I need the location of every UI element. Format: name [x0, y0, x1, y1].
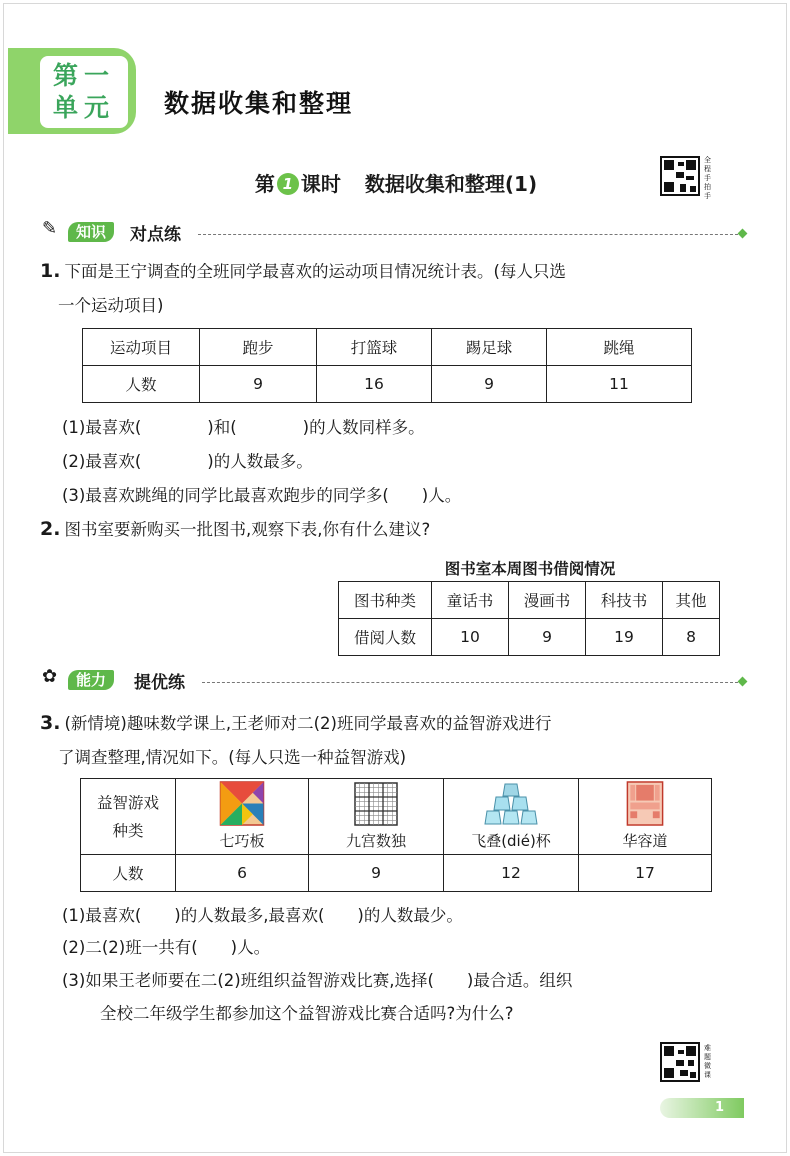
lesson-prefix: 第 [254, 172, 275, 196]
library-table-caption: 图书室本周图书借阅情况 [444, 560, 616, 578]
table-row [83, 329, 692, 366]
qr-caption-top: 全程手拍手 [704, 156, 711, 200]
table-row [81, 855, 712, 892]
qr-code-icon[interactable] [660, 1042, 700, 1082]
q3-sub-1: (1)最喜欢( )的人数最多,最喜欢( )的人数最少。 [62, 906, 463, 925]
table-cell: 科技书 [586, 582, 663, 619]
section-pill: 能力 [68, 670, 114, 690]
section-pill: 知识 [68, 222, 114, 242]
table-cell: 漫画书 [509, 582, 586, 619]
table-cell: 人数 [83, 366, 200, 403]
game-name: 华容道 [622, 831, 668, 850]
q1-sub-3: (3)最喜欢跳绳的同学比最喜欢跑步的同学多( )人。 [62, 486, 462, 505]
section-end-dot [738, 677, 748, 687]
lesson-suffix: 课时 [300, 172, 341, 196]
question-3 [40, 708, 726, 739]
lesson-number-badge: 1 [277, 173, 299, 195]
head-line-1: 益智游戏 [96, 793, 159, 812]
table-cell: 跑步 [200, 329, 317, 366]
lesson-name: 数据收集和整理(1) [364, 172, 538, 196]
table-cell: 9 [432, 366, 547, 403]
question-number: 3. [40, 712, 61, 734]
table-cell: 借阅人数 [339, 619, 432, 656]
table-cell: 17 [579, 855, 712, 892]
pencil-book-icon: ✎ [42, 218, 58, 239]
question-3-continued: 了调查整理,情况如下。(每人只选一种益智游戏) [58, 748, 407, 767]
game-name: 七巧板 [219, 831, 265, 850]
table-cell: 9 [200, 366, 317, 403]
table-cell: 其他 [663, 582, 720, 619]
q3-sub-2: (2)二(2)班一共有( )人。 [62, 938, 271, 957]
table-cell: 19 [586, 619, 663, 656]
qr-caption-bottom: 难题微课 [704, 1044, 711, 1079]
puzzle-table [80, 778, 712, 892]
section-divider [202, 682, 738, 683]
table-cell: 10 [432, 619, 509, 656]
unit-title: 数据收集和整理 [164, 89, 354, 118]
table-cell [81, 779, 176, 855]
question-number: 2. [40, 518, 61, 540]
unit-label-line2: 单元 [52, 93, 115, 122]
huarong-road-icon [626, 781, 664, 826]
table-cell: 8 [663, 619, 720, 656]
workbook-page [3, 3, 787, 1153]
question-2 [40, 514, 726, 545]
table-cell: 跳绳 [547, 329, 692, 366]
flower-icon: ✿ [42, 666, 58, 687]
table-cell: 打篮球 [317, 329, 432, 366]
section-label: 提优练 [134, 673, 185, 693]
table-row [339, 619, 720, 656]
table-cell: 童话书 [432, 582, 509, 619]
q1-sub-1: (1)最喜欢( )和( )的人数同样多。 [62, 418, 425, 437]
table-cell: 9 [509, 619, 586, 656]
stacked-cups-icon [481, 782, 541, 826]
section-ability-header [38, 668, 746, 694]
table-cell [579, 779, 712, 855]
table-cell [444, 779, 579, 855]
table-row [339, 582, 720, 619]
question-1 [40, 256, 726, 287]
table-cell [309, 779, 444, 855]
unit-label-line1: 第一 [52, 61, 115, 90]
tangram-icon [219, 781, 265, 826]
section-label: 对点练 [130, 225, 181, 245]
q1-sub-2: (2)最喜欢( )的人数最多。 [62, 452, 313, 471]
table-row [83, 366, 692, 403]
qr-code-icon[interactable] [660, 156, 700, 196]
question-text: 下面是王宁调查的全班同学最喜欢的运动项目情况统计表。(每人只选 [64, 262, 566, 281]
table-cell: 16 [317, 366, 432, 403]
table-cell: 11 [547, 366, 692, 403]
table-cell: 人数 [81, 855, 176, 892]
table-cell [176, 779, 309, 855]
q3-sub-3-continued: 全校二年级学生都参加这个益智游戏比赛合适吗?为什么? [100, 1004, 514, 1023]
question-text: (新情境)趣味数学课上,王老师对二(2)班同学最喜欢的益智游戏进行 [64, 714, 552, 733]
unit-badge [40, 56, 128, 128]
table-cell: 6 [176, 855, 309, 892]
game-name: 飞叠(dié)杯 [471, 831, 551, 850]
table-cell: 图书种类 [339, 582, 432, 619]
game-name: 九宫数独 [345, 831, 406, 850]
question-text: 图书室要新购买一批图书,观察下表,你有什么建议? [64, 520, 431, 539]
table-cell: 9 [309, 855, 444, 892]
question-1-continued: 一个运动项目) [58, 296, 164, 315]
q3-sub-3: (3)如果王老师要在二(2)班组织益智游戏比赛,选择( )最合适。组织 [62, 971, 573, 990]
table-cell: 运动项目 [83, 329, 200, 366]
library-table [338, 581, 720, 656]
section-divider [198, 234, 738, 235]
table-cell: 踢足球 [432, 329, 547, 366]
table-cell: 12 [444, 855, 579, 892]
section-knowledge-header [38, 220, 746, 246]
question-number: 1. [40, 260, 61, 282]
section-end-dot [738, 229, 748, 239]
table-row [81, 779, 712, 855]
sports-table [82, 328, 692, 403]
page-number: 1 [660, 1098, 744, 1118]
head-line-2: 种类 [112, 821, 144, 840]
sudoku-grid-icon [354, 782, 398, 826]
